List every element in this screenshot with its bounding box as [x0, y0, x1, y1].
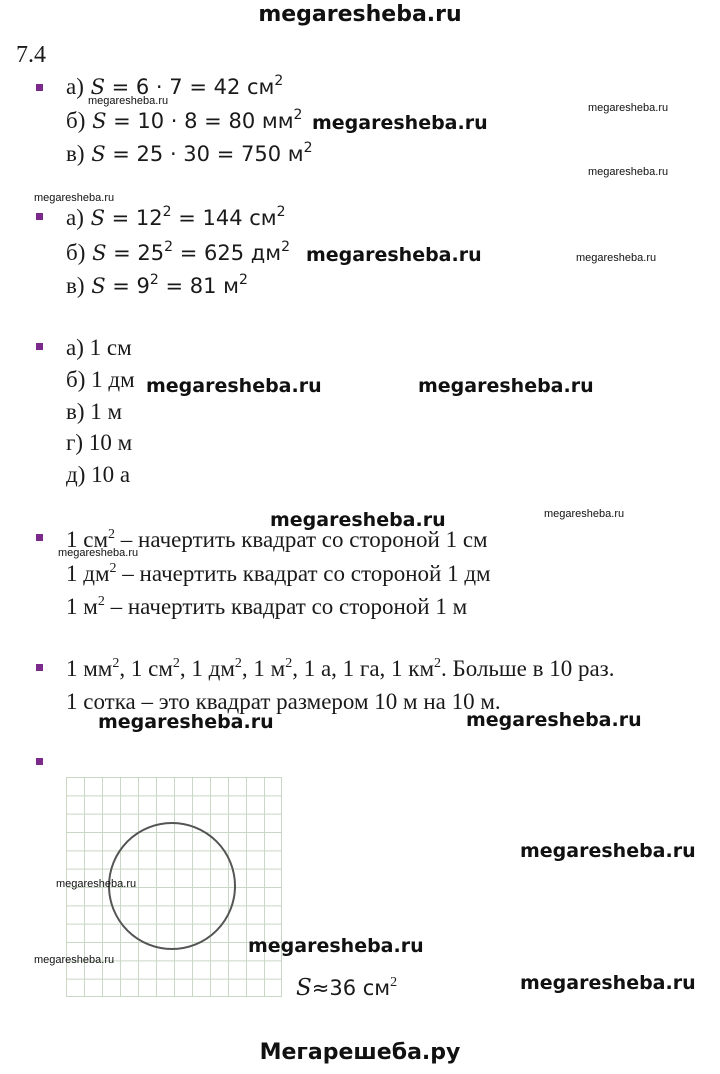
- watermark-bold: megaresheba.ru: [312, 112, 488, 134]
- bullet-marker: [36, 758, 43, 765]
- block2-line-b: б) $S = 25^2 = 625$ $дм^2$: [66, 239, 291, 265]
- block3-item-a: а) 1 см: [66, 335, 132, 360]
- watermark-small: megaresheba.ru: [544, 508, 625, 520]
- block1-line-c: в) S = 25 · 30 = 750 $м^2$: [66, 140, 313, 166]
- watermark-small: megaresheba.ru: [34, 954, 115, 966]
- watermark-bold: megaresheba.ru: [466, 709, 642, 731]
- block5-line-2: 1 сотка – это квадрат размером 10 м на 10 м.: [66, 689, 501, 714]
- watermark-bold: megaresheba.ru: [270, 509, 446, 531]
- watermark-small: megaresheba.ru: [588, 166, 669, 178]
- bullet-marker: [36, 534, 43, 541]
- watermark-small: megaresheba.ru: [576, 252, 657, 264]
- block3-item-c: в) 1 м: [66, 399, 123, 424]
- block4-line-3: 1 $м^2$ – начертить квадрат со стороной 1 м: [66, 594, 468, 619]
- bullet-marker: [36, 213, 43, 220]
- site-footer: Мегарешеба.ру: [259, 1040, 461, 1065]
- bullet-marker: [36, 664, 43, 671]
- bullet-marker: [36, 343, 43, 350]
- block2-line-a: а) $S = 12^2 = 144$ $см^2$: [66, 204, 286, 230]
- watermark-bold: megaresheba.ru: [520, 972, 696, 994]
- watermark-small: megaresheba.ru: [88, 95, 169, 107]
- block4-line-2: 1 $дм^2$ – начертить квадрат со стороной 1 дм: [66, 561, 491, 586]
- block3-item-b: б) 1 дм: [66, 367, 135, 392]
- watermark-bold: megaresheba.ru: [248, 935, 424, 957]
- problem-number: 7.4: [16, 42, 46, 68]
- bullet-marker: [36, 84, 43, 91]
- block2-line-c: в) $S = 9^2 = 81$ $м^2$: [66, 272, 248, 298]
- watermark-small: megaresheba.ru: [56, 878, 137, 890]
- block4-line-1: 1 $см^2$ – начертить квадрат со стороной 1 см: [66, 527, 488, 552]
- block1-line-a: а) S = 6 · 7 = 42 $см^2$: [66, 73, 284, 99]
- watermark-bold: megaresheba.ru: [146, 375, 322, 397]
- watermark-small: megaresheba.ru: [588, 102, 669, 114]
- watermark-small: megaresheba.ru: [58, 547, 139, 559]
- watermark-bold: megaresheba.ru: [306, 244, 482, 266]
- block1-line-b: б) S = 10 · 8 = 80 $мм^2$: [66, 107, 303, 133]
- watermark-small: megaresheba.ru: [34, 192, 115, 204]
- site-header: megaresheba.ru: [258, 2, 462, 27]
- block5-line-1: 1 $мм^2$, 1 $см^2$, 1 $дм^2$, 1 $м^2$, 1 а, 1 га, 1 $км^2$. Больше в 10 раз.: [66, 656, 615, 681]
- watermark-bold: megaresheba.ru: [418, 375, 594, 397]
- watermark-bold: megaresheba.ru: [520, 840, 696, 862]
- area-result: S≈36 $см^2$: [296, 975, 398, 1001]
- watermark-bold: megaresheba.ru: [98, 711, 274, 733]
- block3-item-e: д) 10 а: [66, 462, 131, 487]
- block3-item-d: г) 10 м: [66, 430, 133, 455]
